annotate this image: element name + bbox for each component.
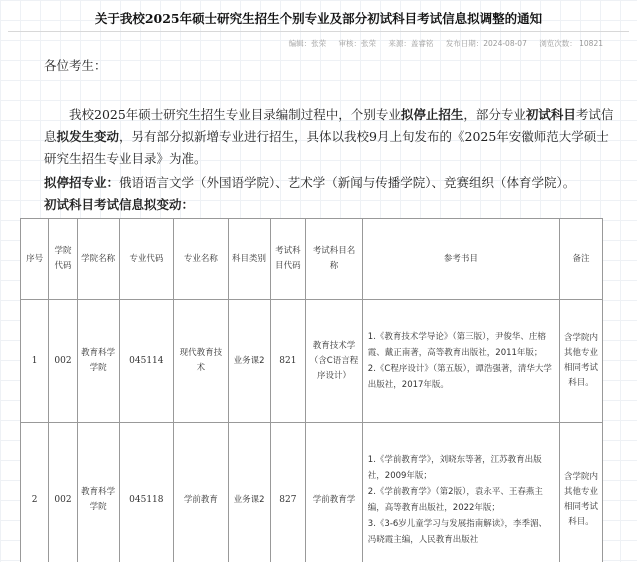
para-bold-change: 拟发生变动 [56,129,120,144]
para-part1: 我校2025年硕士研究生招生专业目录编制过程中，个别专业 [69,107,401,122]
meta-reviewer: 审核：张荣 [338,39,376,48]
book-entry: 1.《学前教育学》，刘晓东等著，江苏教育出版社，2009年版； [367,455,542,481]
book-entry: 2.《C程序设计》（第五版），谭浩强著，清华大学出版社，2017年版。 [367,364,552,390]
cell-subject-code: 821 [270,300,306,423]
para-part3: 考试信息 [44,107,614,144]
header-no: 序号 [21,219,49,300]
cell-no: 2 [21,423,49,562]
cell-books [362,300,559,423]
meta-editor: 编辑：张荣 [288,39,327,48]
title-divider [8,31,629,32]
article-title: 关于我校2025年硕士研究生招生个别专业及部分初试科目考试信息拟调整的通知 [94,11,543,26]
table-row [21,300,603,423]
cell-major-name: 学前教育 [174,423,229,562]
para-bold-stop: 拟停止招生 [400,107,464,122]
stop-plan-text: 俄语语言文学（外国语学院）、艺术学（新闻与传播学院）、竞赛组织（体育学院）。 [119,175,576,190]
cell-subject-name: 教育技术学（含C语言程序设计） [306,300,363,423]
cell-subject-code: 827 [270,423,306,562]
header-major-name: 专业名称 [174,219,229,300]
header-college-name: 学院名称 [77,219,119,300]
cell-college-code: 002 [49,423,77,562]
greeting: 各位考生： [44,58,107,73]
cell-major-code: 045118 [119,423,174,562]
para-part2: ，部分专业 [463,107,526,122]
stop-plan-label: 拟停招专业： [44,175,120,190]
cell-major-name: 现代教育技术 [174,300,229,423]
book-entry: 2.《学前教育学》（第2版），袁永平、王春燕主编，高等教育出版社，2022年版； [367,487,543,513]
table-heading: 初试科目考试信息拟变动： [44,197,195,212]
meta-published: 发布日期：2024-08-07 [445,39,527,48]
meta-source: 来源：盖睿铭 [388,39,434,48]
header-note: 备注 [559,219,602,300]
meta-views: 浏览次数： 10821 [539,39,603,48]
book-entry: 1.《教育技术学导论》（第三版），尹俊华、庄榕霞、戴正南著，高等教育出版社，2011年版； [367,332,546,358]
header-books: 参考书目 [362,219,559,300]
para-bold-subject: 初试科目 [525,107,576,122]
header-category: 科目类别 [228,219,270,300]
subject-change-table [20,218,603,562]
header-subject-code: 考试科目代码 [270,219,306,300]
stop-plan-line [44,172,616,194]
header-major-code: 专业代码 [119,219,174,300]
cell-subject-name: 学前教育学 [306,423,363,562]
header-college-code: 学院代码 [49,219,77,300]
cell-category: 业务课2 [228,423,270,562]
cell-category: 业务课2 [228,300,270,423]
para-part4: ，另有部分拟新增专业进行招生，具体以我校9月上旬发布的《2025年安徽师范大学硕士研究生招生专业目录》为准。 [44,129,609,166]
cell-college-name: 教育科学学院 [77,423,119,562]
table-row [21,423,603,562]
cell-college-code: 002 [49,300,77,423]
header-subject-name: 考试科目名称 [306,219,363,300]
cell-no: 1 [21,300,49,423]
notice-paragraph [44,104,616,170]
cell-note: 含学院内其他专业相同考试科目。 [559,423,602,562]
cell-college-name: 教育科学学院 [77,300,119,423]
book-entry: 3.《3-6岁儿童学习与发展指南解读》，李季湄、冯晓霞主编，人民教育出版社 [367,519,548,545]
article-meta [279,38,603,49]
cell-note: 含学院内其他专业相同考试科目。 [559,300,602,423]
cell-major-code: 045114 [119,300,174,423]
table-header-row [21,219,603,300]
cell-books [362,423,559,562]
